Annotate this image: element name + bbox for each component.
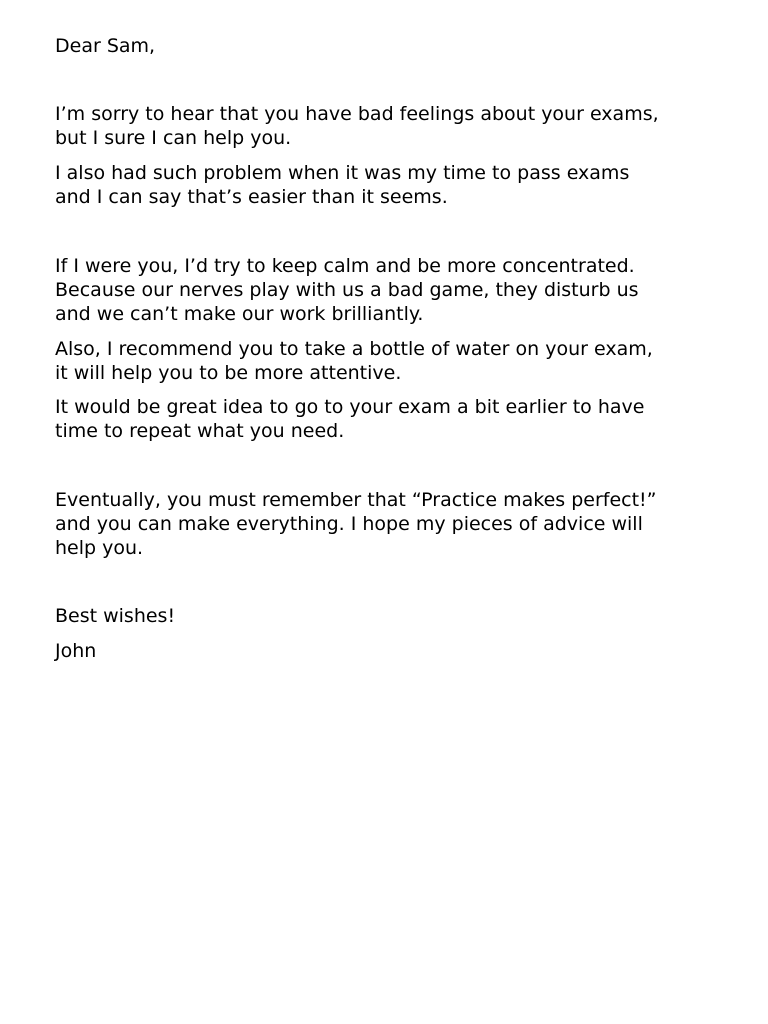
paragraph-1-line-1: I’m sorry to hear that you have bad feelings about your exams, — [55, 103, 659, 125]
paragraph-3-line-1: If I were you, I’d try to keep calm and be more concentrated. — [55, 255, 635, 277]
paragraph-6-line-3: help you. — [55, 537, 144, 559]
paragraph-1-line-2: but I sure I can help you. — [55, 127, 292, 149]
paragraph-2-line-1: I also had such problem when it was my time to pass exams — [55, 162, 630, 184]
paragraph-3-line-3: and we can’t make our work brilliantly. — [55, 303, 424, 325]
signature: John — [55, 640, 97, 662]
paragraph-6-line-2: and you can make everything. I hope my pieces of advice will — [55, 513, 643, 535]
paragraph-4-line-2: it will help you to be more attentive. — [55, 362, 402, 384]
paragraph-6-line-1: Eventually, you must remember that “Practice makes perfect!” — [55, 489, 657, 511]
greeting: Dear Sam, — [55, 35, 156, 57]
paragraph-2-line-2: and I can say that’s easier than it seems. — [55, 186, 448, 208]
paragraph-4-line-1: Also, I recommend you to take a bottle of water on your exam, — [55, 338, 653, 360]
paragraph-5-line-2: time to repeat what you need. — [55, 420, 345, 442]
paragraph-3-line-2: Because our nerves play with us a bad game, they disturb us — [55, 279, 639, 301]
paragraph-5-line-1: It would be great idea to go to your exam a bit earlier to have — [55, 396, 645, 418]
closing: Best wishes! — [55, 605, 176, 627]
